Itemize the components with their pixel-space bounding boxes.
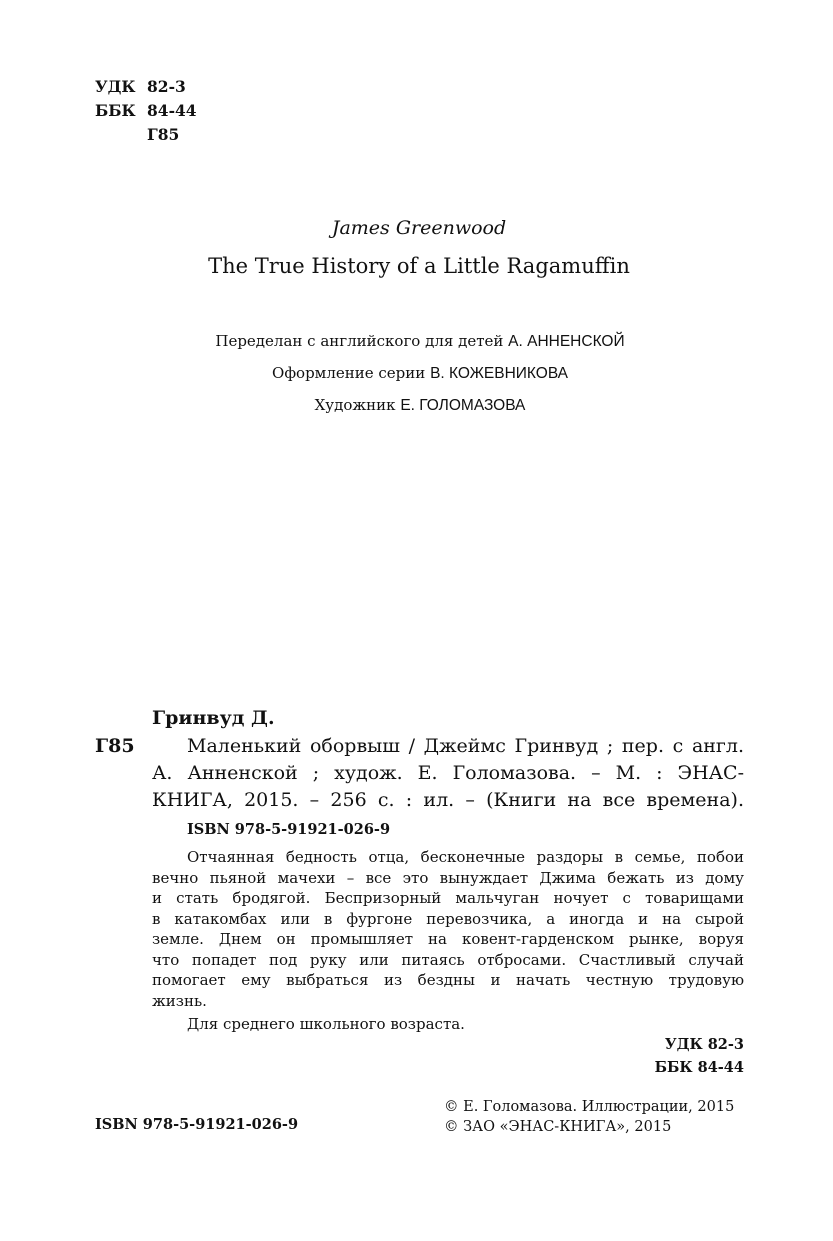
credit-role: Художник	[314, 396, 396, 414]
credit-illustrator	[0, 396, 833, 415]
annotation-line: помогает ему выбраться из бездны и начать честную трудовую	[152, 971, 744, 989]
biblio-line: А. Анненской ; худож. Е. Голомазова. – М. : ЭНАС-	[152, 762, 744, 784]
credit-series-design	[0, 364, 833, 383]
annotation-line: земле. Днем он промышляет на ковент-гарденском рынке, воруя	[152, 930, 744, 948]
biblio-line: КНИГА, 2015. – 256 с. : ил. – (Книги на все времена).	[152, 789, 744, 811]
bbk-bottom: ББК 84-44	[654, 1059, 744, 1076]
biblio-isbn: ISBN 978-5-91921-026-9	[187, 821, 391, 838]
udk-bottom: УДК 82-3	[664, 1036, 744, 1053]
annotation-line: Отчаянная бедность отца, бесконечные раздоры в семье, побои	[187, 848, 744, 866]
credit-adaptation	[0, 332, 833, 351]
copyright-illustrations: © Е. Голомазова. Иллюстрации, 2015	[444, 1099, 735, 1115]
original-author: James Greenwood	[331, 217, 507, 239]
bbk-value: 84-44	[147, 101, 197, 120]
copyright-publisher: © ЗАО «ЭНАС-КНИГА», 2015	[444, 1119, 672, 1135]
original-title: The True History of a Little Ragamuffin	[208, 254, 630, 278]
annotation-line: и стать бродягой. Беспризорный мальчуган ночует с товарищами	[152, 889, 744, 907]
annotation-line: что попадет под руку или питаясь отбросами. Счастливый случай	[152, 951, 744, 969]
author-mark-top: Г85	[147, 125, 180, 144]
udk-label: УДК	[95, 77, 136, 96]
biblio-heading: Гринвуд Д.	[152, 707, 275, 729]
author-mark-bottom: Г85	[95, 735, 135, 757]
credit-role: Переделан с английского для детей	[215, 332, 504, 350]
biblio-line: Маленький оборвыш / Джеймс Гринвуд ; пер. с англ.	[187, 735, 744, 757]
footer-isbn: ISBN 978-5-91921-026-9	[95, 1116, 299, 1133]
udk-value: 82-3	[147, 77, 186, 96]
credit-role: Оформление серии	[272, 364, 426, 382]
credit-name: Е. ГОЛОМАЗОВА	[400, 397, 526, 414]
bbk-label: ББК	[95, 101, 136, 120]
annotation-line: жизнь.	[152, 992, 207, 1010]
annotation-line: в катакомбах или в фургоне перевозчика, а иногда и на сырой	[152, 910, 744, 928]
classification-top	[95, 76, 215, 146]
annotation-line: вечно пьяной мачехи – все это вынуждает Джима бежать из дому	[152, 869, 744, 887]
credit-name: В. КОЖЕВНИКОВА	[430, 365, 568, 382]
credit-name: А. АННЕНСКОЙ	[508, 333, 625, 350]
audience-note: Для среднего школьного возраста.	[187, 1015, 465, 1033]
